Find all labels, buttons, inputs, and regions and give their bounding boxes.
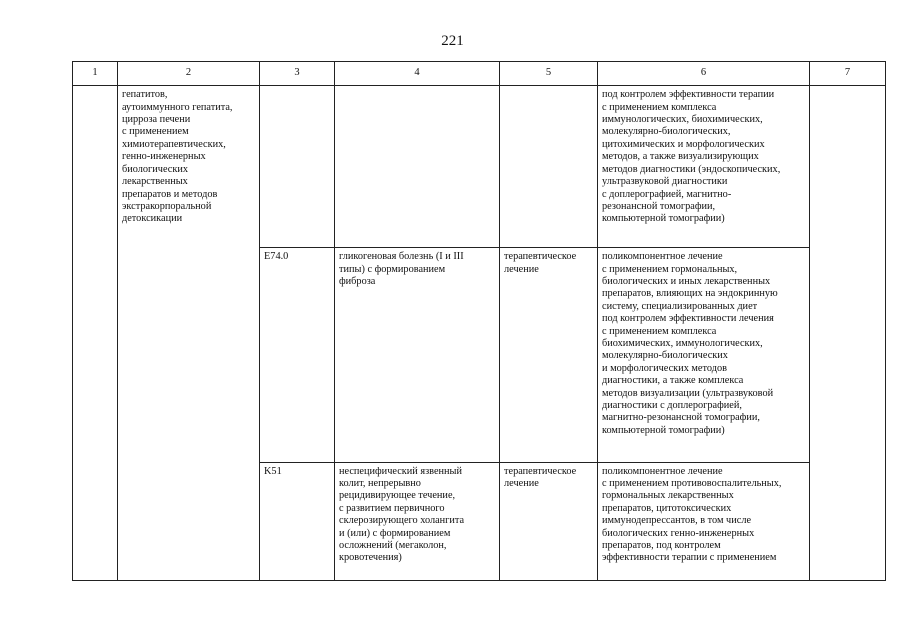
column-header-1: 1 [73,62,118,86]
treatment-method-cell: под контролем эффективности терапии с применением комплекса иммунологических, биохимических, молекулярно-биологических, цитохимических и морфологических методов, а также визуализирующих методов диагностики (эндоскопических, ультразвуковой диагностики с доплерографией, магнитно- резонансной томографии, компьютерной томографии) [598,86,810,248]
column-header-2: 2 [118,62,260,86]
icd-code-cell: E74.0 [260,248,335,462]
column-header-4: 4 [335,62,500,86]
column-number-header-row [73,62,886,86]
icd-code-cell [260,86,335,248]
treatment-method-cell: поликомпонентное лечение с применением противовоспалительных, гормональных лекарственных препаратов, цитотоксических иммунодепрессантов, в том числе биологических генно-инженерных препаратов, под контролем эффективности терапии с применением [598,462,810,580]
treatment-type-cell: терапевтическое лечение [500,462,598,580]
icd-code-cell: K51 [260,462,335,580]
column-header-7: 7 [810,62,886,86]
page-number: 221 [441,33,464,49]
cost-cell [810,86,886,581]
medical-care-table [72,61,886,581]
column-header-6: 6 [598,62,810,86]
row-number-cell [73,86,118,581]
patient-model-cell [335,86,500,248]
patient-model-cell: неспецифический язвенный колит, непрерывно рецидивирующее течение, с развитием первичного склерозирующего холангита и (или) с формированием осложнений (мегаколон, кровотечения) [335,462,500,580]
patient-model-cell: гликогеновая болезнь (I и III типы) с формированием фиброза [335,248,500,462]
treatment-method-cell: поликомпонентное лечение с применением гормональных, биологических и иных лекарственных препаратов, влияющих на эндокринную систему, специализированных диет под контролем эффективности лечения с применением комплекса биохимических, иммунологических, молекулярно-биологических и морфологических методов диагностики, а также комплекса методов визуализации (ультразвуковой диагностики с доплерографией, магнитно-резонансной томографии, компьютерной томографии) [598,248,810,462]
column-header-5: 5 [500,62,598,86]
table-row [73,86,886,248]
treatment-type-cell [500,86,598,248]
care-type-cell: гепатитов, аутоиммунного гепатита, цирроза печени с применением химиотерапевтических, генно-инженерных биологических лекарственных препаратов и методов экстракорпоральной детоксикации [118,86,260,581]
treatment-type-cell: терапевтическое лечение [500,248,598,462]
column-header-3: 3 [260,62,335,86]
